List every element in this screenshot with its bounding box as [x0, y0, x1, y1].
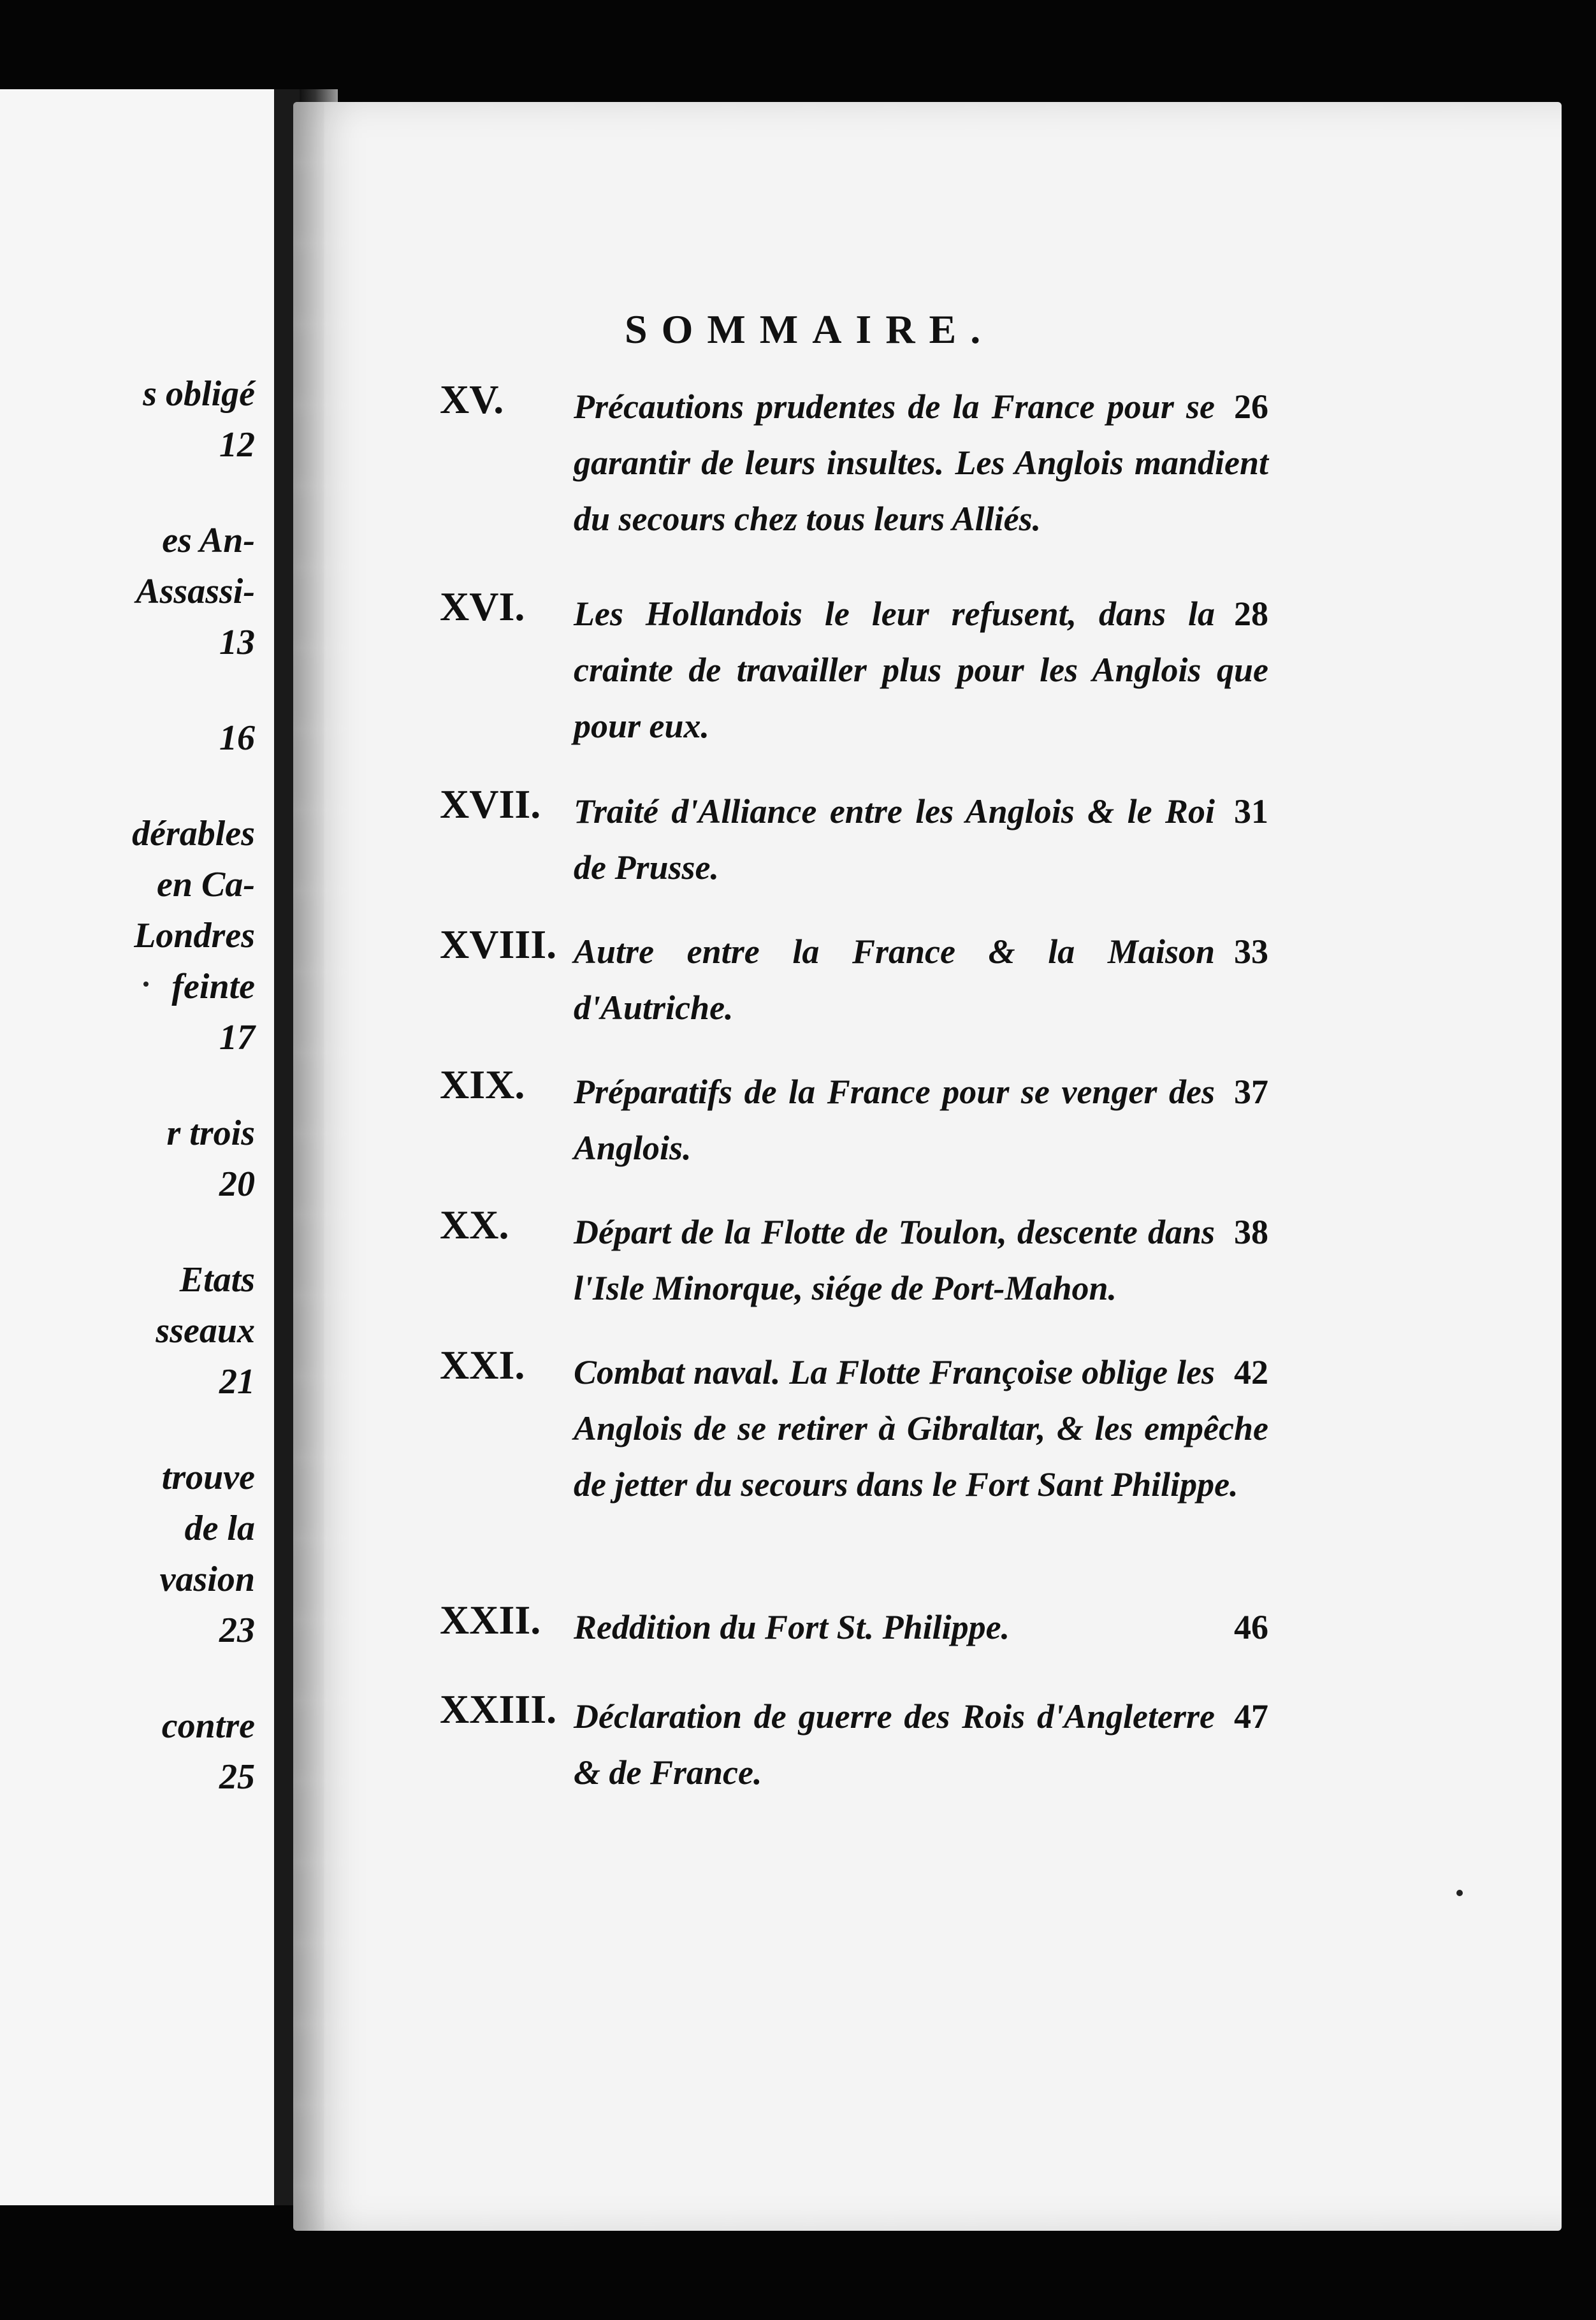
left-line: Londres	[134, 916, 255, 955]
ink-speck	[143, 982, 149, 987]
left-line: r trois	[166, 1113, 255, 1153]
entry-description	[574, 1599, 1268, 1655]
left-page-number: 12	[219, 425, 255, 465]
entry-text: Préparatifs de la France pour se venger des Anglois.	[574, 1073, 1215, 1167]
entry-page-number: 31	[1234, 792, 1268, 830]
entry-page-number: 28	[1234, 595, 1268, 633]
entry-description	[574, 1204, 1268, 1316]
entry-description	[574, 586, 1268, 754]
entry-text: Reddition du Fort St. Philippe.	[574, 1608, 1010, 1646]
entry-numeral: XXI.	[440, 1342, 525, 1388]
entry-description	[574, 1688, 1268, 1801]
left-line: vasion	[159, 1560, 255, 1599]
left-page-number: 25	[219, 1757, 255, 1797]
entry-page-number: 47	[1234, 1697, 1268, 1736]
entry-text: Déclaration de guerre des Rois d'Angleterre & de France.	[574, 1697, 1215, 1792]
left-page-number: 23	[219, 1611, 255, 1650]
left-page-number: 17	[219, 1018, 255, 1057]
entry-text: Les Hollandois le leur refusent, dans la crainte de travailler plus pour les Anglois que pour eux.	[574, 595, 1268, 745]
entry-numeral: XV.	[440, 377, 504, 422]
entry-numeral: XXII.	[440, 1597, 541, 1642]
left-line: sseaux	[156, 1311, 255, 1351]
left-line: s obligé	[143, 374, 255, 414]
left-line: feinte	[171, 967, 255, 1006]
entry-page-number: 42	[1234, 1353, 1268, 1391]
left-page-number: 21	[219, 1362, 255, 1402]
entry-numeral: XVIII.	[440, 922, 557, 967]
left-page-number: 20	[219, 1164, 255, 1204]
entry-description	[574, 1064, 1268, 1176]
left-line: Etats	[179, 1260, 255, 1300]
left-line: en Ca-	[157, 865, 255, 904]
left-page-number: 16	[219, 718, 255, 758]
left-line: trouve	[161, 1458, 255, 1497]
entry-page-number: 33	[1234, 932, 1268, 971]
entry-description	[574, 379, 1268, 547]
entry-page-number: 26	[1234, 388, 1268, 426]
entry-description	[574, 924, 1268, 1036]
left-line: Assassi-	[136, 572, 255, 611]
ink-speck	[1456, 1890, 1463, 1896]
entry-text: Autre entre la France & la Maison d'Autriche.	[574, 932, 1215, 1027]
left-line: contre	[161, 1706, 255, 1746]
entry-description	[574, 783, 1268, 895]
entry-numeral: XVI.	[440, 584, 525, 629]
page-heading: SOMMAIRE.	[625, 307, 995, 352]
entry-text: Traité d'Alliance entre les Anglois & le Roi de Prusse.	[574, 792, 1215, 887]
left-page-number: 13	[219, 623, 255, 662]
entry-page-number: 38	[1234, 1213, 1268, 1251]
left-line: es An-	[162, 521, 255, 560]
entry-numeral: XXIII.	[440, 1686, 557, 1732]
entry-description	[574, 1344, 1268, 1512]
left-line: dérables	[132, 814, 255, 853]
entry-numeral: XIX.	[440, 1062, 525, 1107]
left-line: de la	[184, 1509, 255, 1548]
entry-text: Combat naval. La Flotte Françoise oblige les Anglois de se retirer à Gibraltar, & les empêche de jetter du secours dans le Fort Sant Philippe.	[574, 1353, 1268, 1504]
entry-numeral: XVII.	[440, 781, 541, 827]
entry-numeral: XX.	[440, 1202, 509, 1247]
previous-page-fragment	[0, 89, 300, 2205]
entry-page-number: 37	[1234, 1073, 1268, 1111]
entry-page-number: 46	[1234, 1608, 1268, 1646]
entry-text: Départ de la Flotte de Toulon, descente dans l'Isle Minorque, siége de Port-Mahon.	[574, 1213, 1215, 1307]
entry-text: Précautions prudentes de la France pour se garantir de leurs insultes. Les Anglois mandient du secours chez tous leurs Alliés.	[574, 388, 1268, 538]
